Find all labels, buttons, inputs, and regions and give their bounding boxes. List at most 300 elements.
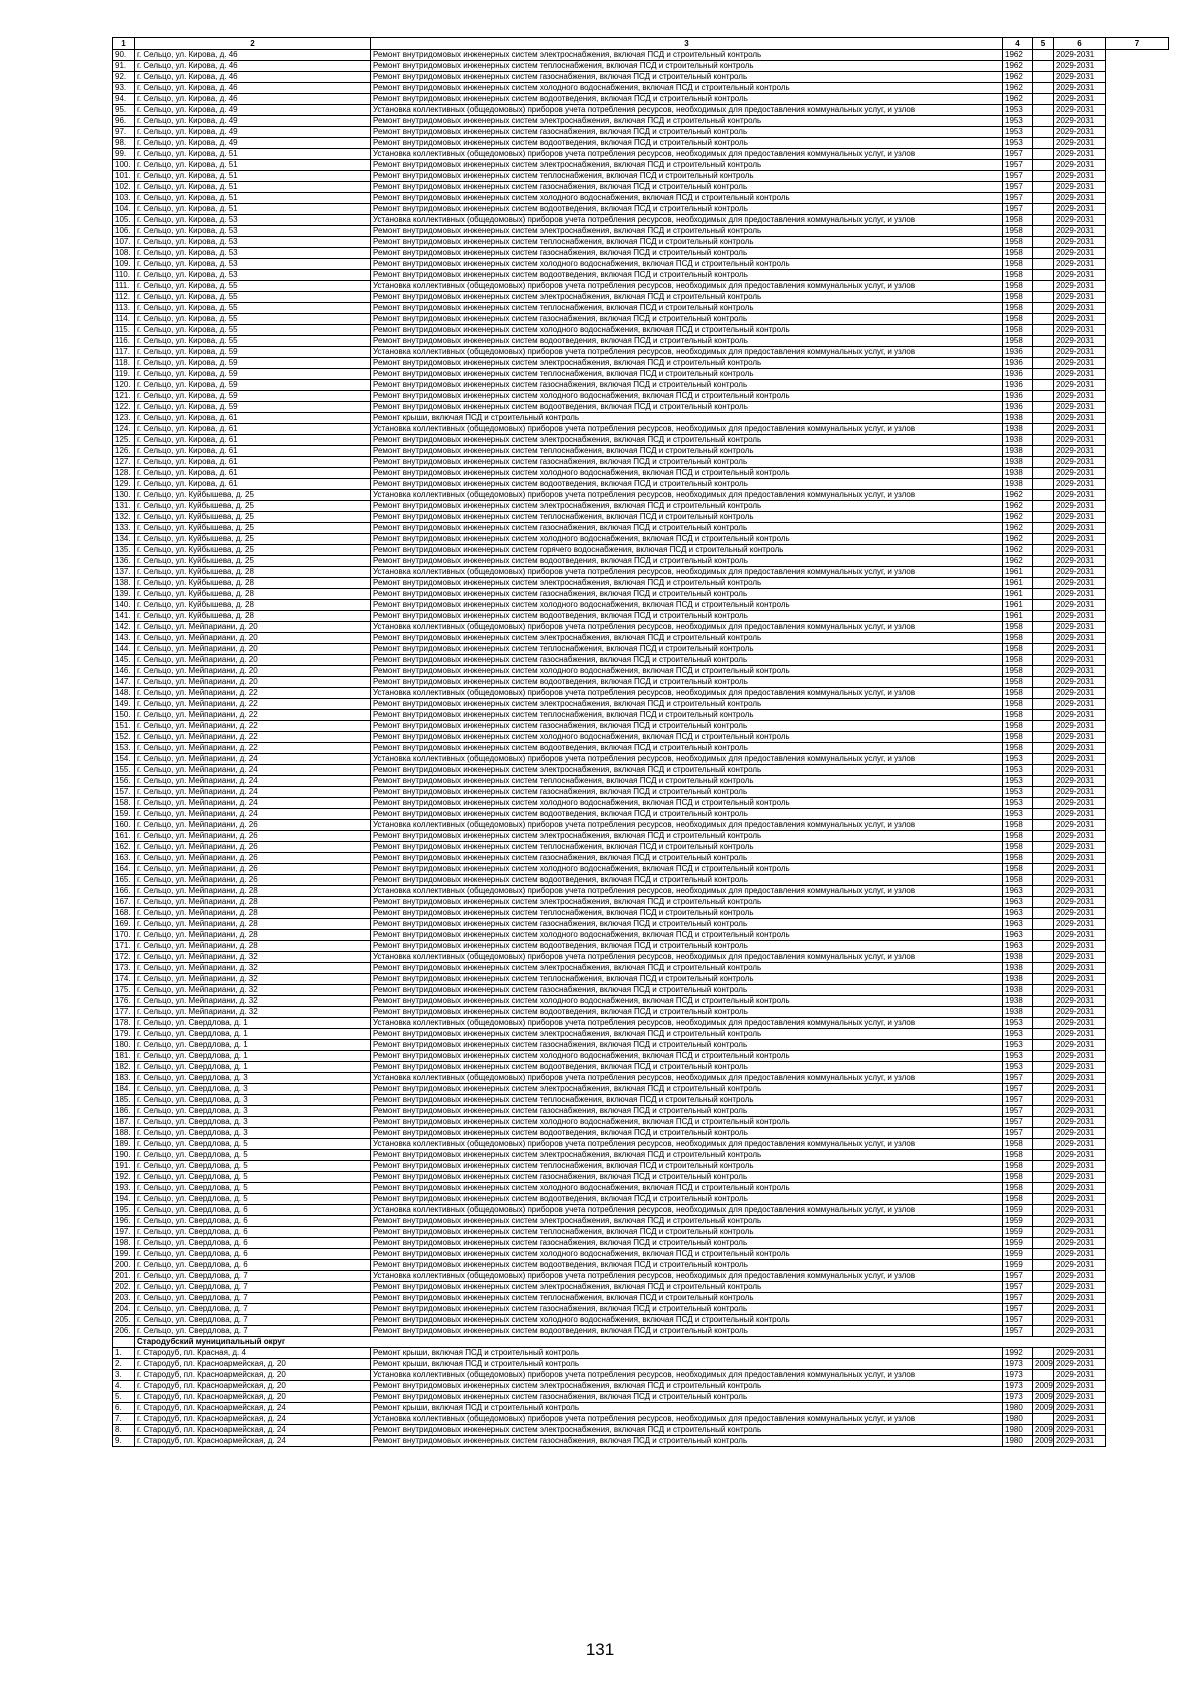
table-row xyxy=(113,666,1169,677)
work-type-cell: Ремонт внутридомовых инженерных систем теплоснабжения, включая ПСД и строительный контроль xyxy=(371,776,1003,787)
table-row xyxy=(113,215,1169,226)
address-cell: г. Сельцо, ул. Кирова, д. 53 xyxy=(135,226,371,237)
work-type-cell: Ремонт внутридомовых инженерных систем теплоснабжения, включая ПСД и строительный контроль xyxy=(371,710,1003,721)
last-repair-year-cell xyxy=(1033,1304,1054,1315)
table-row xyxy=(113,160,1169,171)
work-type-cell: Установка коллективных (общедомовых) приборов учета потребления ресурсов, необходимых для предоставления коммунальных услуг, и узлов xyxy=(371,105,1003,116)
table-row xyxy=(113,94,1169,105)
planned-period-cell: 2029-2031 xyxy=(1054,1040,1106,1051)
address-cell: г. Сельцо, ул. Свердлова, д. 7 xyxy=(135,1293,371,1304)
address-cell: г. Сельцо, ул. Свердлова, д. 1 xyxy=(135,1029,371,1040)
address-cell: г. Сельцо, ул. Свердлова, д. 6 xyxy=(135,1227,371,1238)
address-cell: г. Сельцо, ул. Мейпариани, д. 32 xyxy=(135,974,371,985)
table-row xyxy=(113,1062,1169,1073)
table-row xyxy=(113,237,1169,248)
work-type-cell: Ремонт внутридомовых инженерных систем электроснабжения, включая ПСД и строительный контроль xyxy=(371,435,1003,446)
empty-cell xyxy=(1106,820,1169,831)
planned-period-cell: 2029-2031 xyxy=(1054,622,1106,633)
last-repair-year-cell xyxy=(1033,589,1054,600)
address-cell: г. Стародуб, пл. Красноармейская, д. 24 xyxy=(135,1436,371,1447)
row-number: 101. xyxy=(113,171,135,182)
row-number: 92. xyxy=(113,72,135,83)
table-row xyxy=(113,721,1169,732)
last-repair-year-cell xyxy=(1033,1062,1054,1073)
address-cell: г. Сельцо, ул. Свердлова, д. 7 xyxy=(135,1271,371,1282)
row-number: 152. xyxy=(113,732,135,743)
build-year-cell: 1958 xyxy=(1003,710,1033,721)
planned-period-cell: 2029-2031 xyxy=(1054,237,1106,248)
work-type-cell: Ремонт внутридомовых инженерных систем холодного водоснабжения, включая ПСД и строительный контроль xyxy=(371,930,1003,941)
work-type-cell: Ремонт внутридомовых инженерных систем теплоснабжения, включая ПСД и строительный контроль xyxy=(371,1227,1003,1238)
last-repair-year-cell xyxy=(1033,435,1054,446)
work-type-cell: Установка коллективных (общедомовых) приборов учета потребления ресурсов, необходимых для предоставления коммунальных услуг, и узлов xyxy=(371,490,1003,501)
address-cell: г. Сельцо, ул. Мейпариани, д. 28 xyxy=(135,886,371,897)
address-cell: г. Сельцо, ул. Кирова, д. 61 xyxy=(135,446,371,457)
empty-cell xyxy=(1106,1348,1169,1359)
table-row xyxy=(113,864,1169,875)
empty-cell xyxy=(1106,226,1169,237)
empty-cell xyxy=(1106,589,1169,600)
row-number: 117. xyxy=(113,347,135,358)
planned-period-cell: 2029-2031 xyxy=(1054,754,1106,765)
address-cell: г. Сельцо, ул. Мейпариани, д. 28 xyxy=(135,908,371,919)
table-row xyxy=(113,281,1169,292)
planned-period-cell: 2029-2031 xyxy=(1054,1260,1106,1271)
build-year-cell: 1938 xyxy=(1003,413,1033,424)
address-cell: г. Стародуб, пл. Красноармейская, д. 20 xyxy=(135,1370,371,1381)
build-year-cell: 1962 xyxy=(1003,534,1033,545)
row-number: 161. xyxy=(113,831,135,842)
work-type-cell: Ремонт внутридомовых инженерных систем газоснабжения, включая ПСД и строительный контроль xyxy=(371,1304,1003,1315)
work-type-cell: Ремонт внутридомовых инженерных систем холодного водоснабжения, включая ПСД и строительный контроль xyxy=(371,468,1003,479)
row-number: 201. xyxy=(113,1271,135,1282)
row-number: 160. xyxy=(113,820,135,831)
planned-period-cell: 2029-2031 xyxy=(1054,600,1106,611)
table-row xyxy=(113,688,1169,699)
work-type-cell: Ремонт внутридомовых инженерных систем электроснабжения, включая ПСД и строительный контроль xyxy=(371,1425,1003,1436)
address-cell: г. Сельцо, ул. Мейпариани, д. 24 xyxy=(135,754,371,765)
last-repair-year-cell xyxy=(1033,237,1054,248)
work-type-cell: Ремонт внутридомовых инженерных систем электроснабжения, включая ПСД и строительный контроль xyxy=(371,292,1003,303)
planned-period-cell: 2029-2031 xyxy=(1054,864,1106,875)
address-cell: г. Сельцо, ул. Мейпариани, д. 20 xyxy=(135,677,371,688)
row-number: 204. xyxy=(113,1304,135,1315)
row-number: 125. xyxy=(113,435,135,446)
table-row xyxy=(113,50,1169,61)
row-number: 129. xyxy=(113,479,135,490)
planned-period-cell: 2029-2031 xyxy=(1054,930,1106,941)
last-repair-year-cell xyxy=(1033,1183,1054,1194)
row-number: 153. xyxy=(113,743,135,754)
build-year-cell: 1938 xyxy=(1003,1007,1033,1018)
empty-cell xyxy=(1106,259,1169,270)
row-number: 184. xyxy=(113,1084,135,1095)
empty-cell xyxy=(1106,1392,1169,1403)
build-year-cell: 1957 xyxy=(1003,1304,1033,1315)
last-repair-year-cell xyxy=(1033,215,1054,226)
empty-cell xyxy=(1106,1183,1169,1194)
column-header: 3 xyxy=(371,38,1003,50)
table-row xyxy=(113,391,1169,402)
planned-period-cell: 2029-2031 xyxy=(1054,644,1106,655)
section-row xyxy=(113,1337,1169,1348)
build-year-cell: 1958 xyxy=(1003,655,1033,666)
work-type-cell: Ремонт внутридомовых инженерных систем теплоснабжения, включая ПСД и строительный контроль xyxy=(371,61,1003,72)
last-repair-year-cell xyxy=(1033,1117,1054,1128)
table-row xyxy=(113,1040,1169,1051)
empty-cell xyxy=(1106,985,1169,996)
empty-cell xyxy=(1106,193,1169,204)
planned-period-cell: 2029-2031 xyxy=(1054,710,1106,721)
table-row xyxy=(113,1150,1169,1161)
planned-period-cell: 2029-2031 xyxy=(1054,83,1106,94)
build-year-cell: 1957 xyxy=(1003,1282,1033,1293)
table-row xyxy=(113,1282,1169,1293)
table-row xyxy=(113,655,1169,666)
build-year-cell: 1958 xyxy=(1003,336,1033,347)
empty-cell xyxy=(1106,721,1169,732)
empty-cell xyxy=(1106,479,1169,490)
table-row xyxy=(113,732,1169,743)
last-repair-year-cell xyxy=(1033,732,1054,743)
last-repair-year-cell xyxy=(1033,1238,1054,1249)
empty-cell xyxy=(1106,380,1169,391)
last-repair-year-cell xyxy=(1033,1370,1054,1381)
work-type-cell: Ремонт внутридомовых инженерных систем газоснабжения, включая ПСД и строительный контроль xyxy=(371,523,1003,534)
address-cell: г. Сельцо, ул. Свердлова, д. 7 xyxy=(135,1326,371,1337)
work-type-cell: Ремонт внутридомовых инженерных систем теплоснабжения, включая ПСД и строительный контроль xyxy=(371,237,1003,248)
table-row xyxy=(113,1315,1169,1326)
row-number: 93. xyxy=(113,83,135,94)
empty-cell xyxy=(1106,270,1169,281)
address-cell: г. Сельцо, ул. Свердлова, д. 5 xyxy=(135,1161,371,1172)
planned-period-cell: 2029-2031 xyxy=(1054,1117,1106,1128)
planned-period-cell: 2029-2031 xyxy=(1054,160,1106,171)
empty-cell xyxy=(1106,853,1169,864)
work-type-cell: Ремонт внутридомовых инженерных систем водоотведения, включая ПСД и строительный контроль xyxy=(371,941,1003,952)
planned-period-cell: 2029-2031 xyxy=(1054,171,1106,182)
planned-period-cell: 2029-2031 xyxy=(1054,1359,1106,1370)
planned-period-cell: 2029-2031 xyxy=(1054,1018,1106,1029)
planned-period-cell: 2029-2031 xyxy=(1054,402,1106,413)
empty-cell xyxy=(1106,501,1169,512)
work-type-cell: Ремонт внутридомовых инженерных систем газоснабжения, включая ПСД и строительный контроль xyxy=(371,721,1003,732)
row-number: 182. xyxy=(113,1062,135,1073)
table-row xyxy=(113,204,1169,215)
table-row xyxy=(113,402,1169,413)
build-year-cell: 1938 xyxy=(1003,435,1033,446)
address-cell: г. Сельцо, ул. Кирова, д. 51 xyxy=(135,160,371,171)
address-cell: г. Сельцо, ул. Кирова, д. 51 xyxy=(135,149,371,160)
table-row xyxy=(113,325,1169,336)
address-cell: г. Сельцо, ул. Мейпариани, д. 20 xyxy=(135,666,371,677)
row-number: 96. xyxy=(113,116,135,127)
planned-period-cell: 2029-2031 xyxy=(1054,1436,1106,1447)
address-cell: г. Сельцо, ул. Мейпариани, д. 26 xyxy=(135,842,371,853)
planned-period-cell: 2029-2031 xyxy=(1054,303,1106,314)
work-type-cell: Ремонт внутридомовых инженерных систем газоснабжения, включая ПСД и строительный контроль xyxy=(371,314,1003,325)
planned-period-cell: 2029-2031 xyxy=(1054,116,1106,127)
work-type-cell: Ремонт внутридомовых инженерных систем холодного водоснабжения, включая ПСД и строительный контроль xyxy=(371,1315,1003,1326)
empty-cell xyxy=(1106,171,1169,182)
empty-cell xyxy=(1106,369,1169,380)
last-repair-year-cell xyxy=(1033,600,1054,611)
row-number: 109. xyxy=(113,259,135,270)
planned-period-cell: 2029-2031 xyxy=(1054,479,1106,490)
row-number: 5. xyxy=(113,1392,135,1403)
last-repair-year-cell xyxy=(1033,974,1054,985)
address-cell: г. Сельцо, ул. Кирова, д. 61 xyxy=(135,435,371,446)
build-year-cell: 1958 xyxy=(1003,303,1033,314)
empty-cell xyxy=(1106,1205,1169,1216)
empty-cell xyxy=(1106,611,1169,622)
address-cell: г. Сельцо, ул. Куйбышева, д. 25 xyxy=(135,523,371,534)
row-number: 181. xyxy=(113,1051,135,1062)
planned-period-cell: 2029-2031 xyxy=(1054,149,1106,160)
address-cell: г. Сельцо, ул. Свердлова, д. 3 xyxy=(135,1095,371,1106)
build-year-cell: 1938 xyxy=(1003,952,1033,963)
table-row xyxy=(113,875,1169,886)
address-cell: г. Стародуб, пл. Красная, д. 4 xyxy=(135,1348,371,1359)
last-repair-year-cell xyxy=(1033,1161,1054,1172)
build-year-cell: 1958 xyxy=(1003,644,1033,655)
planned-period-cell: 2029-2031 xyxy=(1054,853,1106,864)
table-row xyxy=(113,501,1169,512)
build-year-cell: 1953 xyxy=(1003,1029,1033,1040)
work-type-cell: Ремонт внутридомовых инженерных систем водоотведения, включая ПСД и строительный контроль xyxy=(371,479,1003,490)
last-repair-year-cell xyxy=(1033,50,1054,61)
empty-cell xyxy=(1106,127,1169,138)
row-number: 147. xyxy=(113,677,135,688)
planned-period-cell: 2029-2031 xyxy=(1054,1381,1106,1392)
table-row xyxy=(113,600,1169,611)
address-cell: г. Сельцо, ул. Кирова, д. 46 xyxy=(135,94,371,105)
row-number: 192. xyxy=(113,1172,135,1183)
empty-cell xyxy=(1106,534,1169,545)
empty-cell xyxy=(1106,908,1169,919)
planned-period-cell: 2029-2031 xyxy=(1054,1150,1106,1161)
planned-period-cell: 2029-2031 xyxy=(1054,611,1106,622)
address-cell: г. Сельцо, ул. Свердлова, д. 6 xyxy=(135,1260,371,1271)
work-type-cell: Ремонт внутридомовых инженерных систем электроснабжения, включая ПСД и строительный контроль xyxy=(371,831,1003,842)
last-repair-year-cell xyxy=(1033,809,1054,820)
empty-cell xyxy=(1106,765,1169,776)
last-repair-year-cell xyxy=(1033,193,1054,204)
planned-period-cell: 2029-2031 xyxy=(1054,446,1106,457)
planned-period-cell: 2029-2031 xyxy=(1054,182,1106,193)
build-year-cell: 1957 xyxy=(1003,1095,1033,1106)
planned-period-cell: 2029-2031 xyxy=(1054,1205,1106,1216)
planned-period-cell: 2029-2031 xyxy=(1054,127,1106,138)
last-repair-year-cell xyxy=(1033,875,1054,886)
row-number: 127. xyxy=(113,457,135,468)
last-repair-year-cell xyxy=(1033,1205,1054,1216)
address-cell: г. Сельцо, ул. Кирова, д. 51 xyxy=(135,193,371,204)
table-row xyxy=(113,182,1169,193)
work-type-cell: Ремонт внутридомовых инженерных систем газоснабжения, включая ПСД и строительный контроль xyxy=(371,853,1003,864)
address-cell: г. Сельцо, ул. Кирова, д. 49 xyxy=(135,138,371,149)
build-year-cell: 1958 xyxy=(1003,699,1033,710)
address-cell: г. Сельцо, ул. Кирова, д. 49 xyxy=(135,116,371,127)
work-type-cell: Ремонт внутридомовых инженерных систем водоотведения, включая ПСД и строительный контроль xyxy=(371,270,1003,281)
build-year-cell: 1980 xyxy=(1003,1403,1033,1414)
address-cell: г. Сельцо, ул. Мейпариани, д. 22 xyxy=(135,699,371,710)
work-type-cell: Установка коллективных (общедомовых) приборов учета потребления ресурсов, необходимых для предоставления коммунальных услуг, и узлов xyxy=(371,424,1003,435)
table-row xyxy=(113,567,1169,578)
table-row xyxy=(113,1414,1169,1425)
row-number: 165. xyxy=(113,875,135,886)
build-year-cell: 1957 xyxy=(1003,171,1033,182)
last-repair-year-cell xyxy=(1033,1106,1054,1117)
empty-cell xyxy=(1106,1238,1169,1249)
address-cell: г. Сельцо, ул. Мейпариани, д. 22 xyxy=(135,743,371,754)
empty-cell xyxy=(1106,699,1169,710)
work-type-cell: Ремонт внутридомовых инженерных систем теплоснабжения, включая ПСД и строительный контроль xyxy=(371,1293,1003,1304)
last-repair-year-cell xyxy=(1033,941,1054,952)
table-row xyxy=(113,1293,1169,1304)
build-year-cell: 1936 xyxy=(1003,391,1033,402)
last-repair-year-cell xyxy=(1033,369,1054,380)
build-year-cell: 1962 xyxy=(1003,94,1033,105)
empty-cell xyxy=(1106,644,1169,655)
empty-cell xyxy=(1106,897,1169,908)
table-row xyxy=(113,138,1169,149)
work-type-cell: Установка коллективных (общедомовых) приборов учета потребления ресурсов, необходимых для предоставления коммунальных услуг, и узлов xyxy=(371,886,1003,897)
address-cell: г. Сельцо, ул. Мейпариани, д. 26 xyxy=(135,831,371,842)
work-type-cell: Ремонт внутридомовых инженерных систем холодного водоснабжения, включая ПСД и строительный контроль xyxy=(371,534,1003,545)
table-row xyxy=(113,743,1169,754)
empty-cell xyxy=(113,1337,135,1348)
work-type-cell: Ремонт внутридомовых инженерных систем газоснабжения, включая ПСД и строительный контроль xyxy=(371,1040,1003,1051)
address-cell: г. Сельцо, ул. Кирова, д. 53 xyxy=(135,215,371,226)
build-year-cell: 1958 xyxy=(1003,721,1033,732)
work-type-cell: Ремонт внутридомовых инженерных систем газоснабжения, включая ПСД и строительный контроль xyxy=(371,1172,1003,1183)
last-repair-year-cell xyxy=(1033,985,1054,996)
address-cell: г. Сельцо, ул. Свердлова, д. 1 xyxy=(135,1040,371,1051)
table-row xyxy=(113,1128,1169,1139)
row-number: 119. xyxy=(113,369,135,380)
table-row xyxy=(113,314,1169,325)
build-year-cell: 1958 xyxy=(1003,743,1033,754)
table-row xyxy=(113,842,1169,853)
table-row xyxy=(113,996,1169,1007)
row-number: 202. xyxy=(113,1282,135,1293)
row-number: 198. xyxy=(113,1238,135,1249)
planned-period-cell: 2029-2031 xyxy=(1054,94,1106,105)
build-year-cell: 1958 xyxy=(1003,864,1033,875)
work-type-cell: Ремонт внутридомовых инженерных систем электроснабжения, включая ПСД и строительный контроль xyxy=(371,633,1003,644)
table-row xyxy=(113,303,1169,314)
build-year-cell: 1958 xyxy=(1003,1183,1033,1194)
last-repair-year-cell xyxy=(1033,545,1054,556)
address-cell: г. Сельцо, ул. Мейпариани, д. 22 xyxy=(135,732,371,743)
last-repair-year-cell xyxy=(1033,248,1054,259)
last-repair-year-cell xyxy=(1033,226,1054,237)
row-number: 139. xyxy=(113,589,135,600)
work-type-cell: Ремонт внутридомовых инженерных систем теплоснабжения, включая ПСД и строительный контроль xyxy=(371,446,1003,457)
work-type-cell: Ремонт внутридомовых инженерных систем холодного водоснабжения, включая ПСД и строительный контроль xyxy=(371,391,1003,402)
build-year-cell: 1957 xyxy=(1003,149,1033,160)
last-repair-year-cell xyxy=(1033,1084,1054,1095)
empty-cell xyxy=(1106,61,1169,72)
address-cell: г. Стародуб, пл. Красноармейская, д. 24 xyxy=(135,1403,371,1414)
table-row xyxy=(113,1183,1169,1194)
work-type-cell: Ремонт внутридомовых инженерных систем газоснабжения, включая ПСД и строительный контроль xyxy=(371,127,1003,138)
empty-cell xyxy=(1106,1403,1169,1414)
table-row xyxy=(113,171,1169,182)
table-row xyxy=(113,1304,1169,1315)
empty-cell xyxy=(1106,1007,1169,1018)
planned-period-cell: 2029-2031 xyxy=(1054,391,1106,402)
work-type-cell: Установка коллективных (общедомовых) приборов учета потребления ресурсов, необходимых для предоставления коммунальных услуг, и узлов xyxy=(371,688,1003,699)
row-number: 128. xyxy=(113,468,135,479)
table-row xyxy=(113,886,1169,897)
planned-period-cell: 2029-2031 xyxy=(1054,1128,1106,1139)
empty-cell xyxy=(1106,1150,1169,1161)
table-row xyxy=(113,1238,1169,1249)
table-row xyxy=(113,622,1169,633)
empty-cell xyxy=(1106,710,1169,721)
work-type-cell: Ремонт внутридомовых инженерных систем электроснабжения, включая ПСД и строительный контроль xyxy=(371,501,1003,512)
last-repair-year-cell xyxy=(1033,149,1054,160)
row-number: 131. xyxy=(113,501,135,512)
work-type-cell: Ремонт крыши, включая ПСД и строительный контроль xyxy=(371,1359,1003,1370)
planned-period-cell: 2029-2031 xyxy=(1054,1172,1106,1183)
build-year-cell: 1936 xyxy=(1003,402,1033,413)
planned-period-cell: 2029-2031 xyxy=(1054,512,1106,523)
last-repair-year-cell: 2009 xyxy=(1033,1403,1054,1414)
empty-cell xyxy=(1106,1172,1169,1183)
row-number: 195. xyxy=(113,1205,135,1216)
row-number: 133. xyxy=(113,523,135,534)
address-cell: г. Сельцо, ул. Куйбышева, д. 25 xyxy=(135,512,371,523)
work-type-cell: Ремонт внутридомовых инженерных систем электроснабжения, включая ПСД и строительный контроль xyxy=(371,1029,1003,1040)
work-type-cell: Установка коллективных (общедомовых) приборов учета потребления ресурсов, необходимых для предоставления коммунальных услуг, и узлов xyxy=(371,347,1003,358)
planned-period-cell: 2029-2031 xyxy=(1054,1425,1106,1436)
table-row xyxy=(113,490,1169,501)
work-type-cell: Ремонт внутридомовых инженерных систем холодного водоснабжения, включая ПСД и строительный контроль xyxy=(371,1051,1003,1062)
work-type-cell: Ремонт внутридомовых инженерных систем электроснабжения, включая ПСД и строительный контроль xyxy=(371,578,1003,589)
last-repair-year-cell xyxy=(1033,325,1054,336)
last-repair-year-cell xyxy=(1033,182,1054,193)
planned-period-cell: 2029-2031 xyxy=(1054,457,1106,468)
empty-cell xyxy=(1106,600,1169,611)
planned-period-cell: 2029-2031 xyxy=(1054,633,1106,644)
planned-period-cell: 2029-2031 xyxy=(1054,281,1106,292)
planned-period-cell: 2029-2031 xyxy=(1054,1238,1106,1249)
empty-cell xyxy=(1106,347,1169,358)
last-repair-year-cell xyxy=(1033,314,1054,325)
build-year-cell: 1957 xyxy=(1003,160,1033,171)
work-type-cell: Ремонт внутридомовых инженерных систем теплоснабжения, включая ПСД и строительный контроль xyxy=(371,1161,1003,1172)
table-row xyxy=(113,83,1169,94)
address-cell: г. Сельцо, ул. Кирова, д. 59 xyxy=(135,347,371,358)
address-cell: г. Сельцо, ул. Мейпариани, д. 32 xyxy=(135,1007,371,1018)
planned-period-cell: 2029-2031 xyxy=(1054,996,1106,1007)
build-year-cell: 1958 xyxy=(1003,622,1033,633)
row-number: 144. xyxy=(113,644,135,655)
empty-cell xyxy=(1106,1436,1169,1447)
row-number: 158. xyxy=(113,798,135,809)
row-number: 187. xyxy=(113,1117,135,1128)
address-cell: г. Стародуб, пл. Красноармейская, д. 24 xyxy=(135,1414,371,1425)
planned-period-cell: 2029-2031 xyxy=(1054,534,1106,545)
address-cell: г. Сельцо, ул. Свердлова, д. 6 xyxy=(135,1249,371,1260)
last-repair-year-cell xyxy=(1033,776,1054,787)
row-number: 120. xyxy=(113,380,135,391)
table-row xyxy=(113,677,1169,688)
work-type-cell: Ремонт крыши, включая ПСД и строительный контроль xyxy=(371,1403,1003,1414)
